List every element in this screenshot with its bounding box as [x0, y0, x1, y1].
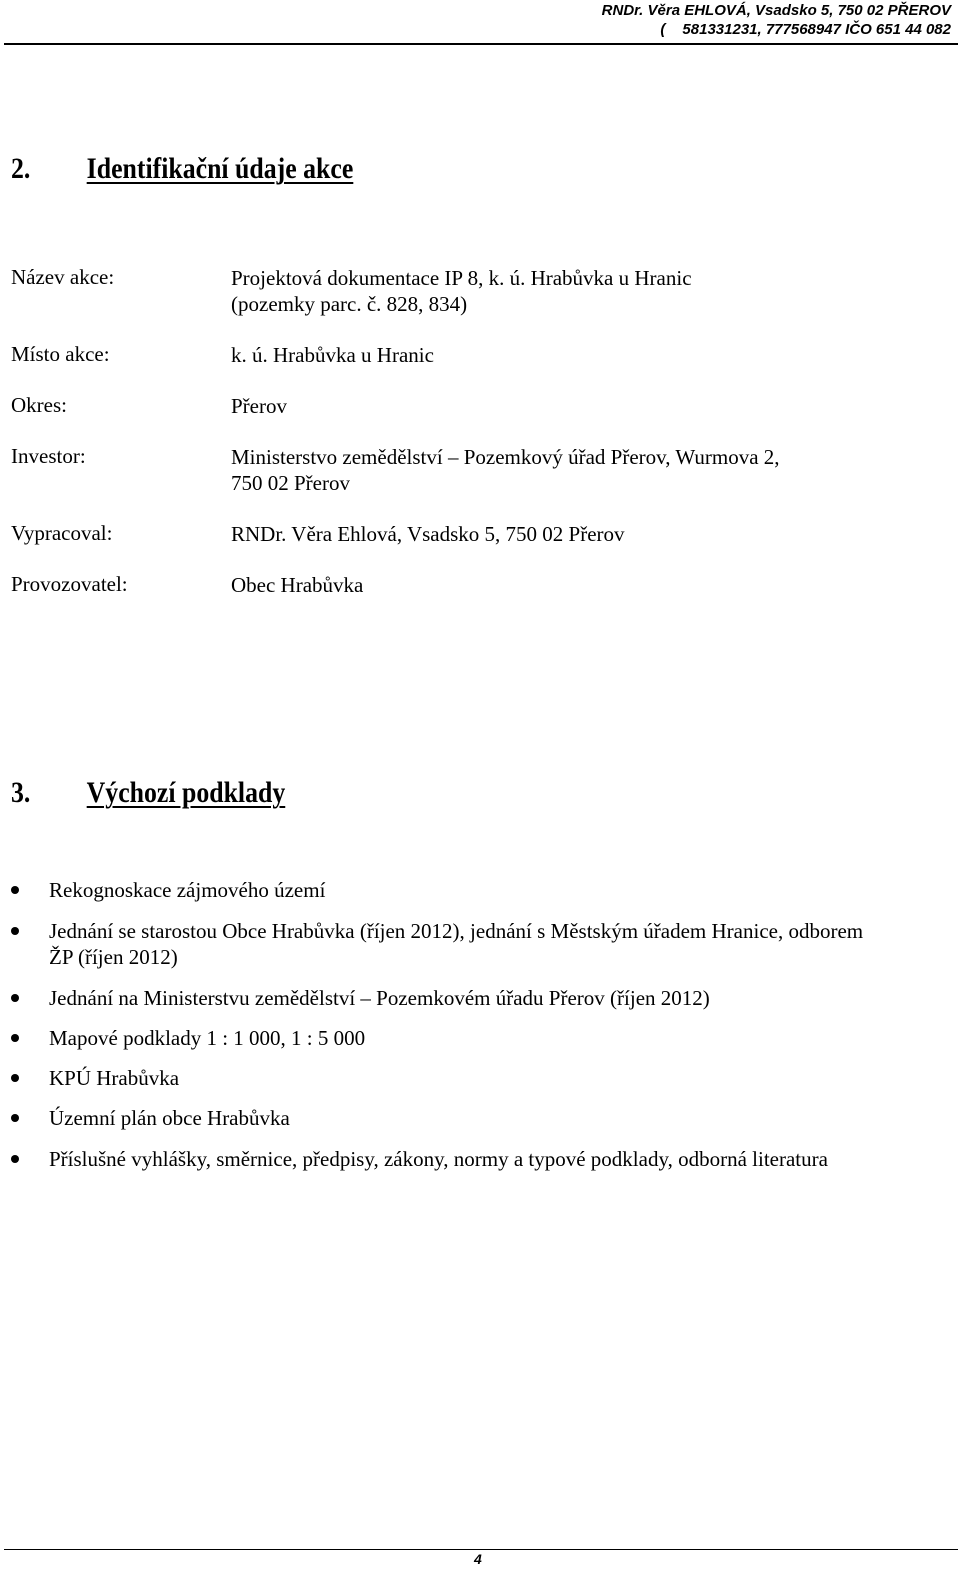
- page-number: 4: [474, 1551, 482, 1567]
- value-line: Obec Hrabůvka: [231, 573, 364, 597]
- list-item-text: Rekognoskace zájmového území: [49, 878, 326, 902]
- phone-icon: (: [660, 21, 666, 38]
- header-contact: [660, 21, 951, 38]
- label-provozovatel: Provozovatel:: [11, 572, 128, 596]
- label-okres: Okres:: [11, 393, 67, 417]
- section-2-number: 2.: [11, 152, 31, 185]
- section-2-title: Identifikační údaje akce: [86, 152, 354, 185]
- value-line: 750 02 Přerov: [231, 471, 350, 495]
- header-author-address: RNDr. Věra EHLOVÁ, Vsadsko 5, 750 02 PŘEROV: [601, 2, 951, 19]
- bullet-icon: [11, 1114, 19, 1122]
- value-line: Přerov: [231, 394, 287, 418]
- list-item-text: Mapové podklady 1 : 1 000, 1 : 5 000: [49, 1026, 366, 1050]
- section-3-number: 3.: [11, 776, 31, 809]
- bullet-icon: [11, 1034, 19, 1042]
- label-misto-akce: Místo akce:: [11, 342, 110, 366]
- value-provozovatel: [231, 572, 363, 598]
- section-2-heading: [11, 152, 353, 186]
- label-vypracoval: Vypracoval:: [11, 521, 113, 545]
- list-item-text: Jednání na Ministerstvu zemědělství – Pozemkovém úřadu Přerov (říjen 2012): [49, 986, 710, 1010]
- bullet-icon: [11, 1155, 19, 1163]
- value-line: RNDr. Věra Ehlová, Vsadsko 5, 750 02 Přerov: [231, 522, 625, 546]
- value-nazev-akce: [231, 265, 692, 317]
- header-phones-ico: 581331231, 777568947 IČO 651 44 082: [682, 21, 951, 38]
- page-header: [0, 0, 960, 46]
- footer-divider: [4, 1549, 958, 1550]
- value-line: k. ú. Hrabůvka u Hranic: [231, 343, 434, 367]
- list-item-text: Jednání se starostou Obce Hrabůvka (říjen 2012), jednání s Městským úřadem Hranice, odborem: [49, 919, 864, 943]
- value-okres: [231, 393, 287, 419]
- value-misto-akce: [231, 342, 434, 368]
- list-item-text: KPÚ Hrabůvka: [49, 1066, 180, 1090]
- value-line: Projektová dokumentace IP 8, k. ú. Hrabůvka u Hranic: [231, 266, 692, 290]
- bullet-icon: [11, 927, 19, 935]
- value-line: Ministerstvo zemědělství – Pozemkový úřad Přerov, Wurmova 2,: [231, 445, 780, 469]
- value-investor: [231, 444, 780, 496]
- label-nazev-akce: Název akce:: [11, 265, 115, 289]
- bullet-icon: [11, 994, 19, 1002]
- header-divider: [4, 43, 958, 45]
- label-investor: Investor:: [11, 444, 86, 468]
- section-3-heading: [11, 776, 285, 810]
- list-item-text: ŽP (říjen 2012): [49, 945, 178, 969]
- bullet-icon: [11, 886, 19, 894]
- value-vypracoval: [231, 521, 625, 547]
- section-3-title: Výchozí podklady: [86, 776, 286, 809]
- list-item-text: Příslušné vyhlášky, směrnice, předpisy, zákony, normy a typové podklady, odborná literatura: [49, 1147, 828, 1171]
- list-item-text: Územní plán obce Hrabůvka: [49, 1106, 290, 1130]
- value-line: (pozemky parc. č. 828, 834): [231, 292, 468, 316]
- bullet-icon: [11, 1074, 19, 1082]
